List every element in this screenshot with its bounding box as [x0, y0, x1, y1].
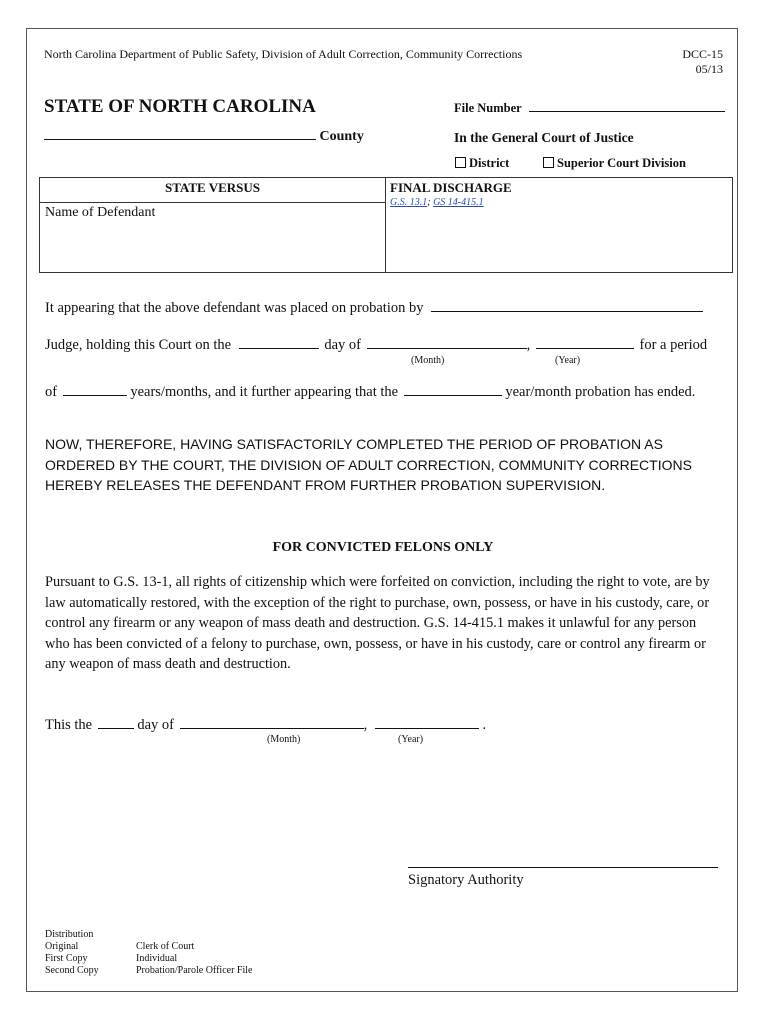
distribution-row [45, 953, 252, 965]
month-caption-1: (Month) [411, 355, 445, 366]
link-separator: ; [427, 197, 434, 208]
line2-comma: , [526, 337, 531, 353]
date-period: . [482, 717, 487, 733]
district-checkbox[interactable] [455, 157, 466, 168]
line2-dayof-text: day of [324, 337, 361, 353]
form-page [26, 28, 738, 992]
county-line [44, 129, 364, 145]
probation-line-1 [45, 300, 703, 317]
year-caption-2: (Year) [398, 734, 424, 745]
placed-by-field[interactable] [431, 310, 703, 312]
state-versus-label: STATE VERSUS [164, 180, 260, 195]
distribution-copy: First Copy [45, 953, 88, 964]
date-line [45, 717, 486, 734]
distribution-copy: Second Copy [45, 965, 99, 976]
superior-checkbox[interactable] [543, 157, 554, 168]
court-label: In the General Court of Justice [454, 130, 634, 145]
court-year-field[interactable] [536, 347, 634, 349]
divider [40, 202, 385, 203]
title-box [385, 177, 733, 273]
felons-paragraph: Pursuant to G.S. 13-1, all rights of citizenship which were forfeited on conviction, including the right to vote, are by law automatically restored, with the exception of the right to purchase, own, possess, or have in his custody, care, or control any firearm or any weapon of mass death and destruction. G.S. 14-415.1 makes it unlawful for any person who has been convicted of a felony to purchase, own, possess, or have in his custody, care or control any firearm or any weapon of mass death and destruction. [45, 574, 710, 672]
distribution-recipient: Probation/Parole Officer File [136, 965, 253, 976]
distribution-recipient: Individual [136, 953, 178, 964]
state-title: STATE OF NORTH CAROLINA [44, 96, 316, 117]
probation-line-3 [45, 384, 695, 401]
line3-middle-text: years/months, and it further appearing that the [130, 384, 399, 400]
line3-of-text: of [45, 384, 58, 400]
superior-label: Superior Court Division [557, 156, 686, 170]
county-field[interactable] [44, 138, 316, 140]
distribution-row [45, 965, 252, 977]
county-label: County [319, 129, 364, 144]
distribution-row [45, 941, 252, 953]
line2-period-text: for a period [639, 337, 708, 353]
felons-heading: FOR CONVICTED FELONS ONLY [272, 540, 494, 555]
day-of-text: day of [137, 717, 175, 733]
line3-end-text: year/month probation has ended. [505, 384, 696, 400]
signature-line[interactable] [408, 867, 718, 868]
form-date: 05/13 [695, 62, 723, 76]
line1-text: It appearing that the above defendant was placed on probation by [45, 300, 424, 316]
district-label: District [469, 156, 510, 170]
signature-label: Signatory Authority [408, 872, 524, 888]
superior-option[interactable] [543, 156, 686, 171]
file-number-field[interactable] [529, 110, 725, 112]
form-number: DCC-15 [682, 47, 723, 61]
file-number-line [454, 101, 725, 116]
this-the-text: This the [45, 717, 93, 733]
year-caption-1: (Year) [555, 355, 581, 366]
probation-line-2 [45, 337, 707, 354]
form-title: FINAL DISCHARGE [390, 180, 512, 195]
release-statement: NOW, THEREFORE, HAVING SATISFACTORILY COMPLETED THE PERIOD OF PROBATION AS ORDERED BY THE COURT, THE DIVISION OF ADULT CORRECTION, COMMUNITY CORRECTIONS HEREBY RELEASES THE DEFENDANT FROM FURTHER PROBATION SUPERVISION. [45, 436, 692, 493]
month-caption-2: (Month) [267, 734, 301, 745]
sign-month-field[interactable] [180, 727, 364, 729]
probation-length-field[interactable] [404, 394, 502, 396]
statute-link-13-1[interactable]: G.S. 13.1 [390, 197, 428, 208]
court-day-field[interactable] [239, 347, 319, 349]
sign-year-field[interactable] [375, 727, 479, 729]
court-month-field[interactable] [367, 347, 527, 349]
form-id [682, 47, 723, 77]
defendant-name-field[interactable] [40, 222, 385, 272]
distribution-recipient: Clerk of Court [136, 941, 195, 952]
distribution-block [45, 929, 252, 977]
date-comma: , [363, 717, 368, 733]
sign-day-field[interactable] [98, 727, 134, 729]
defendant-box [39, 177, 386, 273]
distribution-copy: Original [45, 941, 79, 952]
period-length-field[interactable] [63, 394, 127, 396]
file-number-label: File Number [454, 101, 522, 115]
defendant-name-label: Name of Defendant [45, 205, 156, 220]
district-option[interactable] [455, 156, 509, 171]
line2-judge-text: Judge, holding this Court on the [45, 337, 232, 353]
statute-links [390, 197, 484, 208]
distribution-heading: Distribution [45, 929, 94, 940]
agency-header: North Carolina Department of Public Safety, Division of Adult Correction, Community Corrections [44, 47, 523, 61]
statute-link-14-415-1[interactable]: GS 14-415.1 [433, 197, 484, 208]
